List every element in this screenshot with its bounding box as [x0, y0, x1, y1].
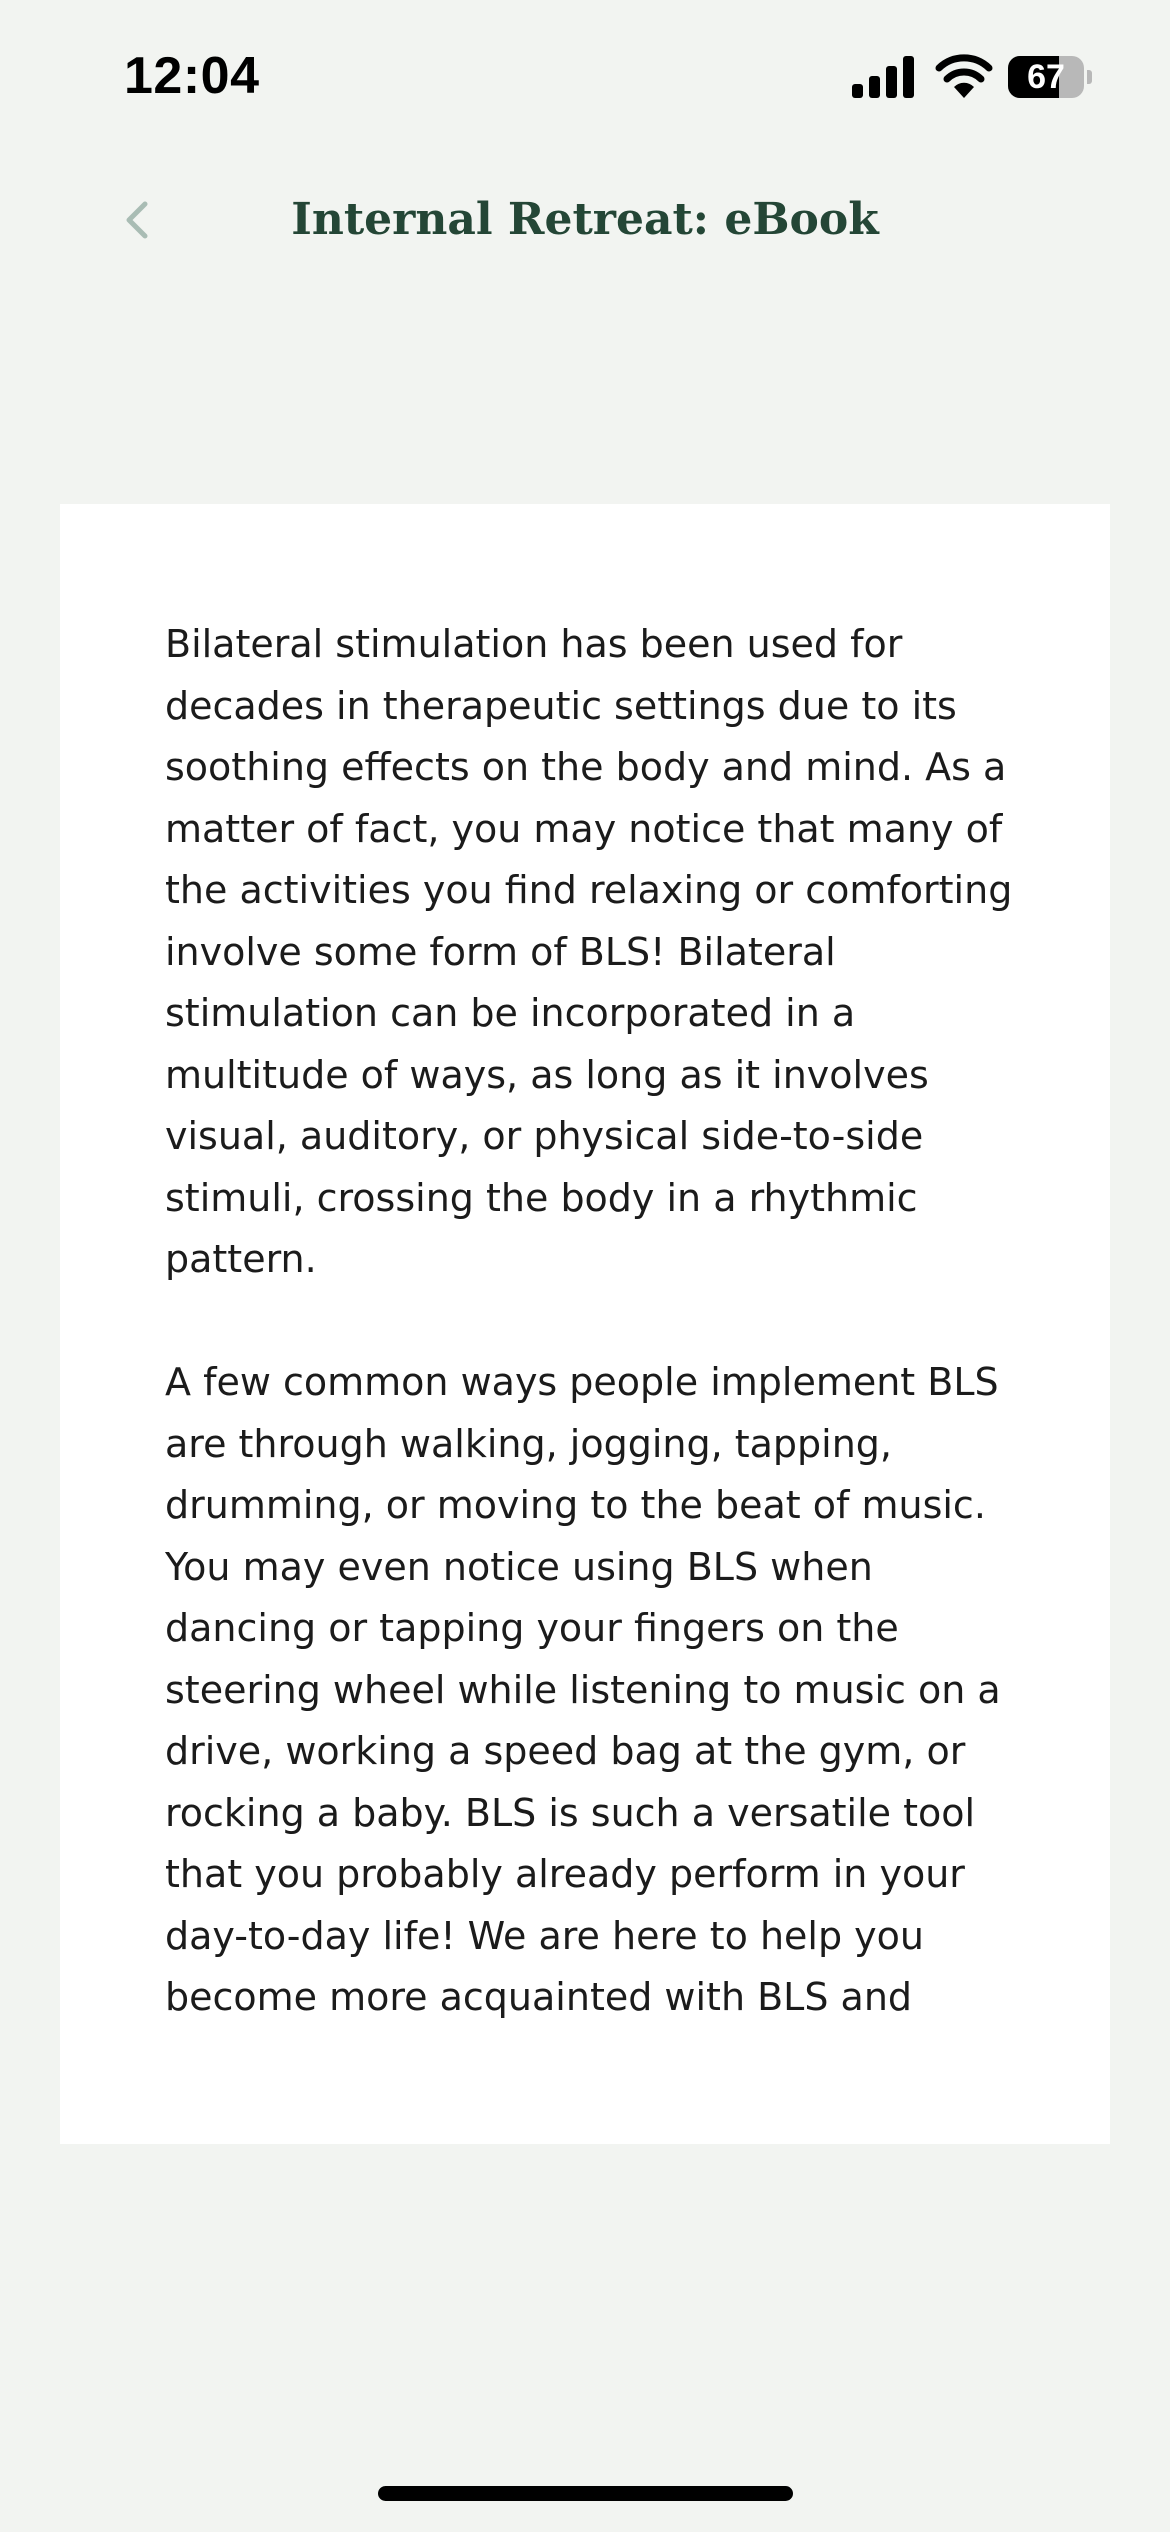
page-title: Internal Retreat: eBook — [291, 194, 879, 245]
ebook-paragraph-2: A few common ways people implement BLS are through walking, jogging, tapping, drumming, or moving to the beat of music. You may even notice using BLS when dancing or tapping your fingers on the steering wheel while listening to music on a drive, working a speed bag at the gym, or rocking a baby. BLS is such a versatile tool that you probably already perform in your day-to-day life! We are here to help you become more acquainted with BLS and — [165, 1360, 1001, 2019]
status-bar — [0, 0, 1170, 150]
ebook-text — [165, 614, 1025, 2090]
back-button[interactable] — [100, 184, 172, 256]
battery-level: 67 — [1027, 58, 1065, 96]
home-indicator[interactable] — [378, 2486, 793, 2501]
cellular-signal-icon — [852, 56, 916, 98]
chevron-left-icon — [121, 198, 151, 242]
wifi-icon — [934, 52, 994, 98]
status-time: 12:04 — [124, 47, 260, 105]
ebook-paragraph-1: Bilateral stimulation has been used for decades in therapeutic settings due to its soothing effects on the body and mind. As a matter of fact, you may notice that many of the activities you find relaxing or comforting involve some form of BLS! Bilateral stimulation can be incorporated in a multitude of ways, as long as it involves visual, auditory, or physical side-to-side stimuli, crossing the body in a rhythmic pattern. — [165, 622, 1013, 1281]
navigation-bar — [0, 170, 1170, 270]
battery-indicator — [1008, 56, 1092, 98]
ebook-page-card — [60, 504, 1110, 2144]
